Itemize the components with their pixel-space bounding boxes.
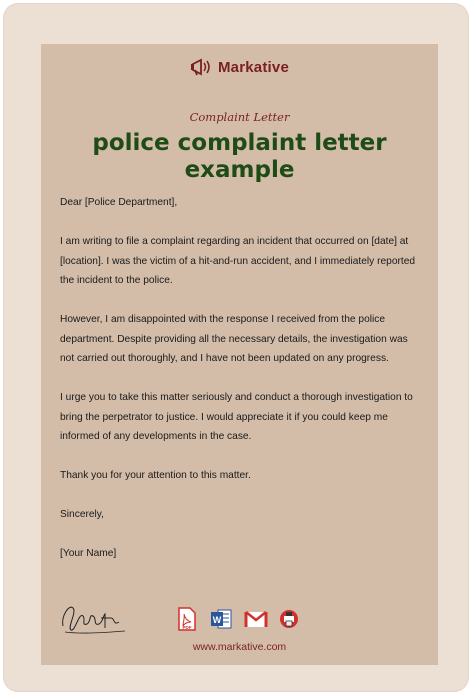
svg-text:PDF: PDF [182,625,192,630]
website-url[interactable]: www.markative.com [192,641,287,653]
letter-body [60,193,422,583]
gmail-icon[interactable] [244,607,266,631]
document-frame [4,4,468,691]
letter-signature-name: [Your Name] [60,548,117,559]
letter-closing: Sincerely, [60,509,104,520]
title-line-2: example [184,157,295,183]
print-icon[interactable] [278,607,300,631]
handwritten-signature [59,598,129,638]
word-icon[interactable] [210,607,232,631]
letter-paragraph-2: However, I am disappointed with the response I received from the police department. Despite providing all the necessary details, the investigation was not carried out thoroughly, and I have not been updated on any progress. [60,314,408,364]
megaphone-icon [190,57,214,77]
brand-name: Markative [217,58,289,76]
page-title [41,130,438,184]
brand-logo [41,57,438,77]
letter-paragraph-1: I am writing to file a complaint regarding an incident that occurred on [date] at [location]. I was the victim of a hit-and-run accident, and I immediately reported the incident to the police. [60,236,416,286]
pdf-icon[interactable] [176,607,198,631]
letter-paper [41,44,438,665]
letter-paragraph-3: I urge you to take this matter seriously and conduct a thorough investigation to bring the perpetrator to justice. I would appreciate it if you could keep me informed of any developments in the case. [60,392,413,442]
svg-text:W: W [212,615,222,625]
share-icons [176,607,300,631]
letter-greeting: Dear [Police Department], [60,197,178,208]
title-line-1: police complaint letter [92,130,387,156]
letter-thanks: Thank you for your attention to this matter. [60,470,251,481]
page-subtitle: Complaint Letter [189,110,290,124]
